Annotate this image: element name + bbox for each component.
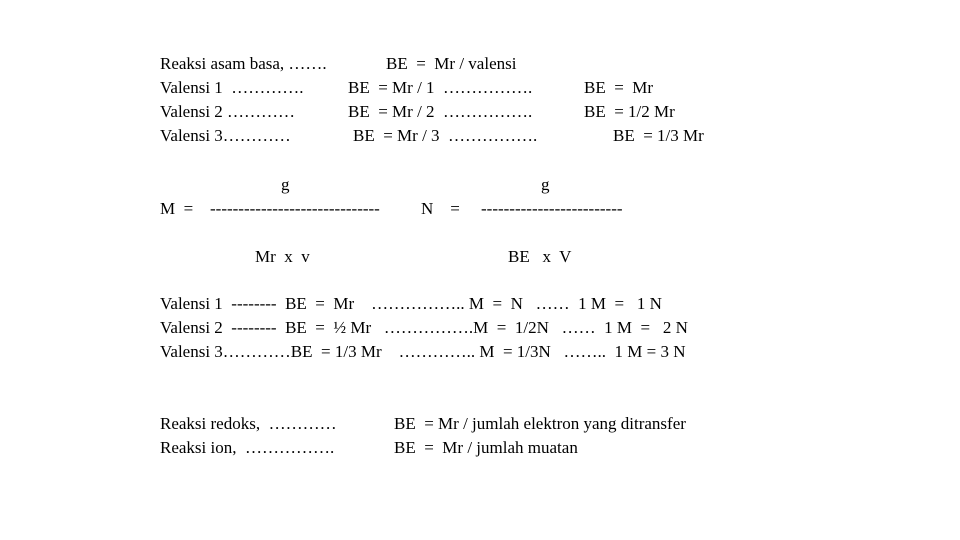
redoks-line-1-left: Reaksi redoks, …………: [160, 414, 337, 433]
redoks-line-2-right: BE = Mr / jumlah muatan: [394, 438, 578, 457]
asam-basa-line-1-left: Reaksi asam basa, …….: [160, 54, 327, 73]
molarity-lhs: M =: [160, 199, 194, 218]
asam-basa-line-3-mid: BE = Mr / 2 …………….: [348, 102, 533, 121]
normality-denominator: BE x V: [508, 247, 572, 266]
asam-basa-line-3-right: BE = 1/2 Mr: [584, 102, 675, 121]
normality-fraction-bar: -------------------------: [481, 199, 623, 218]
asam-basa-line-4-mid: BE = Mr / 3 …………….: [353, 126, 538, 145]
normality-numerator: g: [541, 175, 550, 194]
asam-basa-line-4-left: Valensi 3…………: [160, 126, 291, 145]
molarity-fraction-bar: ------------------------------: [210, 199, 380, 218]
redoks-line-2-left: Reaksi ion, …………….: [160, 438, 335, 457]
asam-basa-line-2-left: Valensi 1 ………….: [160, 78, 304, 97]
redoks-line-1-right: BE = Mr / jumlah elektron yang ditransfer: [394, 414, 686, 433]
asam-basa-line-1-mid: BE = Mr / valensi: [386, 54, 517, 73]
molarity-denominator: Mr x v: [255, 247, 310, 266]
molarity-numerator: g: [281, 175, 290, 194]
normality-lhs: N =: [421, 199, 460, 218]
asam-basa-line-3-left: Valensi 2 …………: [160, 102, 296, 121]
asam-basa-line-2-mid: BE = Mr / 1 …………….: [348, 78, 533, 97]
relation-line-1: Valensi 1 -------- BE = Mr …………….. M = N …… 1 M = 1 N: [160, 294, 662, 313]
relation-line-2: Valensi 2 -------- BE = ½ Mr …………….M = 1/2N …… 1 M = 2 N: [160, 318, 688, 337]
asam-basa-line-2-right: BE = Mr: [584, 78, 654, 97]
relation-line-3: Valensi 3…………BE = 1/3 Mr ………….. M = 1/3N …….. 1 M = 3 N: [160, 342, 686, 361]
asam-basa-line-4-right: BE = 1/3 Mr: [613, 126, 704, 145]
